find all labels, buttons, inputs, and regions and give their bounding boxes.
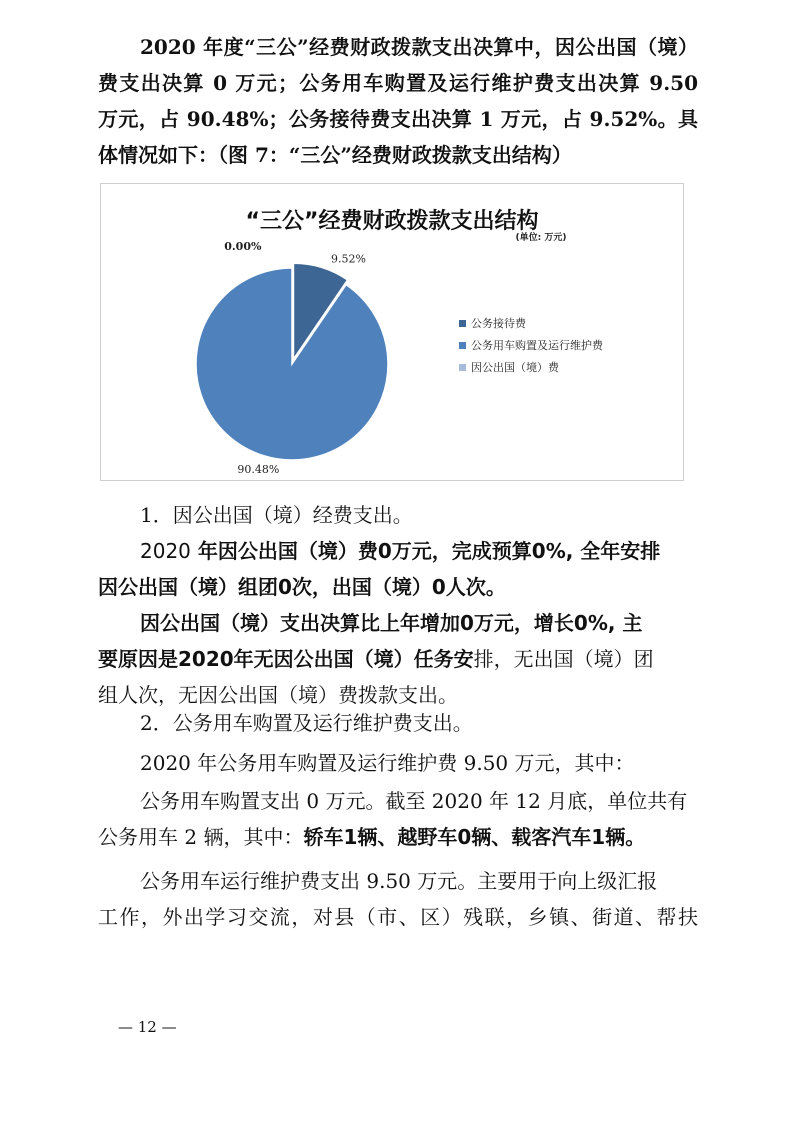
legend-label: 公务接待费 <box>471 317 526 330</box>
legend-item-vehicle <box>459 334 603 356</box>
pie-chart <box>100 183 684 481</box>
legend-item-overseas <box>459 356 603 378</box>
legend-swatch <box>459 364 466 371</box>
data-label-hospitality: 9.52% <box>331 252 366 266</box>
section1-p2-line2 <box>98 641 698 677</box>
data-label-vehicle: 90.48% <box>237 462 280 476</box>
intro-line: 体情况如下：（图 7：“三公”经费财政拨款支出结构） <box>98 143 572 167</box>
section2-p3-line1: 公务用车运行维护费支出 9.50 万元。主要用于向上级汇报 <box>140 869 658 893</box>
legend-swatch <box>459 320 466 327</box>
intro-line: 万元，占 90.48%；公务接待费支出决算 1 万元，占 9.52%。具 <box>98 107 698 131</box>
intro-paragraph <box>98 29 698 173</box>
legend-item-hospitality <box>459 312 603 334</box>
section2-p2-line1: 公务用车购置支出 0 万元。截至 2020 年 12 月底，单位共有 <box>140 789 688 813</box>
section2-p2-line2 <box>98 819 698 855</box>
chart-title: “三公”经费财政拨款支出结构 <box>245 209 539 234</box>
section1-p2-line3: 组人次，无因公出国（境）费拨款支出。 <box>98 683 458 707</box>
p2-normal-text: 公务用车 2 辆，其中： <box>98 825 304 849</box>
chart-legend <box>459 312 603 378</box>
intro-line: 2020 年度“三公”经费财政拨款支出决算中，因公出国（境） <box>140 35 698 59</box>
p2-bold-text: 轿车1辆、越野车0辆、载客汽车1辆。 <box>303 825 646 849</box>
legend-swatch <box>459 342 466 349</box>
data-label-overseas: 0.00% <box>224 240 262 254</box>
section-2 <box>98 705 698 935</box>
year-text: 2020 <box>140 539 191 563</box>
intro-line: 费支出决算 0 万元；公务用车购置及运行维护费支出决算 9.50 <box>98 71 698 95</box>
p1-bold-text: 年因公出国（境）费0万元，完成预算0%, 全年安排 <box>190 539 661 563</box>
p2-normal-text: 排，无出国（境）团 <box>473 647 654 671</box>
section-heading: 2．公务用车购置及运行维护费支出。 <box>140 711 473 735</box>
chart-unit-note: (单位: 万元) <box>515 233 567 243</box>
pie-slice-vehicle <box>196 268 388 460</box>
pie-slices <box>196 263 388 460</box>
p2-bold-text: 要原因是2020年无因公出国（境）任务安 <box>98 647 474 671</box>
legend-label: 公务用车购置及运行维护费 <box>471 339 603 352</box>
section2-p3-line2: 工作，外出学习交流，对县（市、区）残联，乡镇、街道、帮扶 <box>98 905 698 929</box>
section1-p2-line1: 因公出国（境）支出决算比上年增加0万元，增长0%, 主 <box>140 611 643 635</box>
section2-p1: 2020 年公务用车购置及运行维护费 9.50 万元，其中： <box>140 751 635 775</box>
page-number: — 12 — <box>118 1018 177 1036</box>
section-heading: 1．因公出国（境）经费支出。 <box>140 503 413 527</box>
legend-label: 因公出国（境）费 <box>471 361 559 374</box>
section1-p1-line2: 因公出国（境）组团0次，出国（境）0人次。 <box>98 575 506 599</box>
section1-p1-line1 <box>98 533 698 569</box>
section-1 <box>98 497 698 713</box>
